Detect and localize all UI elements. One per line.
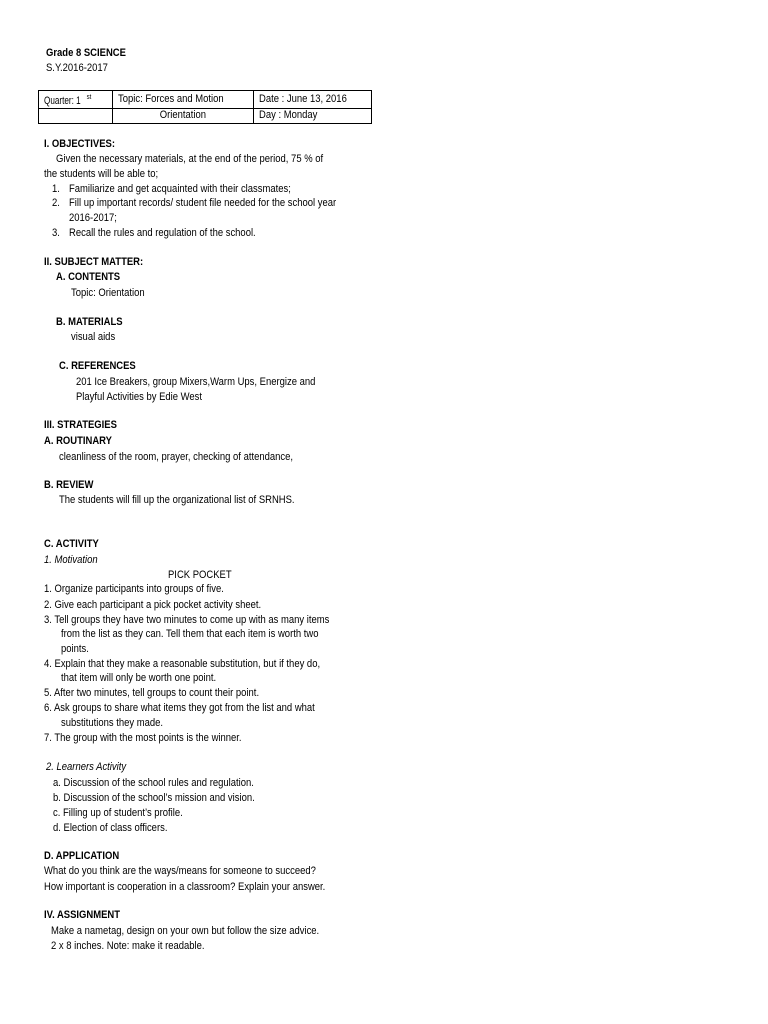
references-line-1: 201 Ice Breakers, group Mixers,Warm Ups, Energize and [76,376,316,388]
objectives-intro-1: Given the necessary materials, at the end of the period, 75 % of [56,153,324,165]
application-heading: D. APPLICATION [44,850,120,862]
school-year: S.Y.2016-2017 [46,62,108,74]
objective-text-3: Recall the rules and regulation of the school. [69,227,256,239]
application-line-2: How important is cooperation in a classroom? Explain your answer. [44,881,326,893]
objective-num-3: 3. [52,227,60,239]
objective-num-1: 1. [52,183,60,195]
contents-text: Topic: Orientation [71,287,145,299]
grade-title: Grade 8 SCIENCE [46,47,126,59]
lesson-info-table [38,90,372,124]
empty-cell [39,108,113,123]
assignment-line-1: Make a nametag, design on your own but follow the size advice. [51,925,320,937]
activity-step: 7. The group with the most points is the winner. [44,732,242,744]
review-text: The students will fill up the organizational list of SRNHS. [59,494,295,506]
routinary-text: cleanliness of the room, prayer, checking of attendance, [59,451,294,463]
objectives-intro-2: the students will be able to; [44,168,159,180]
topic-text: Topic: Forces and Motion [118,92,224,105]
assignment-heading: IV. ASSIGNMENT [44,909,121,921]
activity-heading: C. ACTIVITY [44,538,99,550]
quarter-cell [39,91,113,109]
subtopic-text: Orientation [159,109,207,122]
motivation-title: PICK POCKET [168,569,232,581]
objective-text-2-cont: 2016-2017; [69,212,117,224]
date-cell [254,91,372,109]
assignment-line-2: 2 x 8 inches. Note: make it readable. [51,940,205,952]
learners-activity-label: 2. Learners Activity [46,761,127,773]
references-line-2: Playful Activities by Edie West [76,391,203,403]
materials-heading: B. MATERIALS [56,316,123,328]
activity-step-cont: from the list as they can. Tell them that each item is worth two [61,628,319,640]
activity-step-cont: substitutions they made. [61,717,164,729]
contents-heading: A. CONTENTS [56,271,121,283]
application-line-1: What do you think are the ways/means for someone to succeed? [44,865,316,877]
activity-step: 4. Explain that they make a reasonable substitution, but if they do, [44,658,321,670]
objective-num-2: 2. [52,197,60,209]
activity-step: 2. Give each participant a pick pocket activity sheet. [44,599,262,611]
activity-step-cont: that item will only be worth one point. [61,672,217,684]
strategies-heading: III. STRATEGIES [44,419,117,431]
learners-item: a. Discussion of the school rules and regulation. [53,777,254,789]
day-text: Day : Monday [259,109,318,122]
objective-text-2: Fill up important records/ student file needed for the school year [69,197,337,209]
quarter-label: Quarter: 1 [44,94,81,107]
activity-step: 6. Ask groups to share what items they got from the list and what [44,702,315,714]
routinary-heading: A. ROUTINARY [44,435,112,447]
activity-step: 5. After two minutes, tell groups to count their point. [44,687,260,699]
activity-step: 3. Tell groups they have two minutes to come up with as many items [44,614,330,626]
objective-text-1: Familiarize and get acquainted with their classmates; [69,183,291,195]
learners-item: d. Election of class officers. [53,822,168,834]
materials-text: visual aids [71,331,116,343]
review-heading: B. REVIEW [44,479,94,491]
motivation-label: 1. Motivation [44,554,98,566]
references-heading: C. REFERENCES [59,360,136,372]
activity-step: 1. Organize participants into groups of five. [44,583,224,595]
learners-item: c. Filling up of student’s profile. [53,807,183,819]
quarter-sup: st [86,94,92,101]
date-text: Date : June 13, 2016 [259,92,347,105]
subject-matter-heading: II. SUBJECT MATTER: [44,256,144,268]
activity-step-cont: points. [61,643,89,655]
objectives-heading: I. OBJECTIVES: [44,138,115,150]
topic-cell [113,91,254,109]
day-cell [254,108,372,123]
subtopic-cell [113,108,254,123]
learners-item: b. Discussion of the school’s mission and vision. [53,792,255,804]
